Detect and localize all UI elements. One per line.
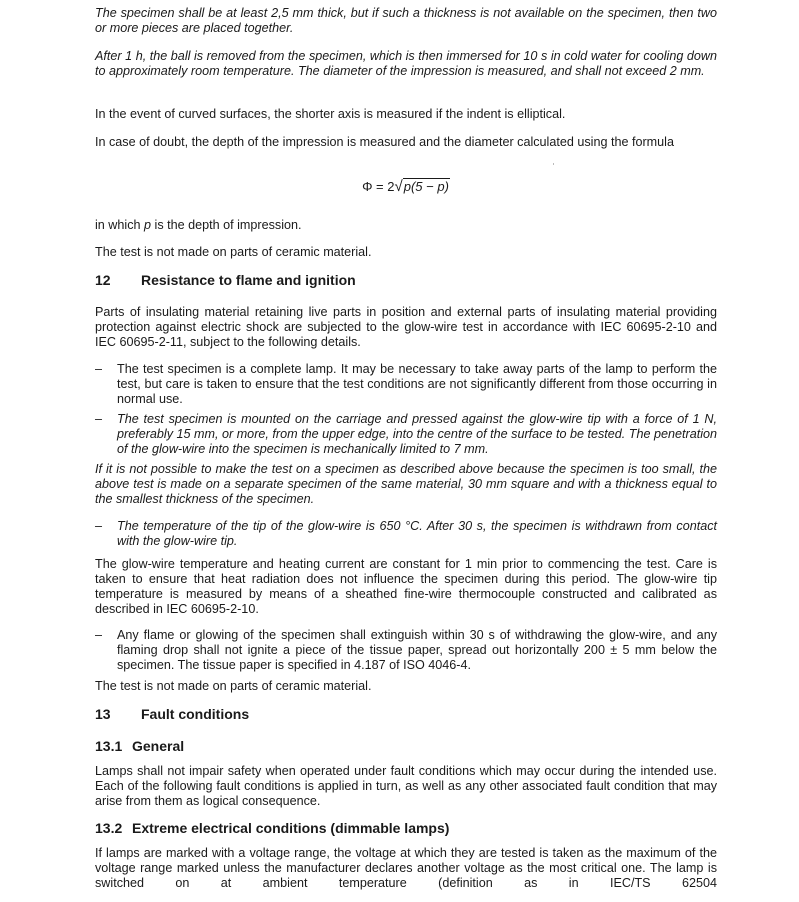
list-item-text: Any flame or glowing of the specimen shall extinguish within 30 s of withdrawing the glow-wire, and any flaming drop shall not ignite a piece of the tissue paper, spread out horizontally 200 ± 5 mm below the specimen. The tissue paper is specified in 4.187 of ISO 4046-4. [117,628,717,672]
section-13-1-heading [95,738,184,755]
subsection-title: General [132,738,185,754]
paragraph-ceramic-exclusion: The test is not made on parts of ceramic material. [95,245,372,259]
section-number: 13 [95,706,111,722]
list-item [95,628,717,673]
list-item [95,362,717,407]
section-12-note: If it is not possible to make the test on a specimen as described above because the specimen is too small, the above test is made on a separate specimen of the same material, 30 mm square and with a thickness equal to the smallest thickness of the specimen. [95,462,717,506]
section-12-intro: Parts of insulating material retaining live parts in position and external parts of insulating material providing protection against electric shock are subjected to the glow-wire test in accordance with IEC 60695-2-10 and IEC 60695-2-11, subject to the following details. [95,305,717,349]
text-suffix: is the depth of impression. [151,218,302,232]
paragraph-case-of-doubt: In case of doubt, the depth of the impression is measured and the diameter calculated using the formula [95,135,674,149]
paragraph-specimen-thickness: The specimen shall be at least 2,5 mm thick, but if such a thickness is not available on the specimen, then two or more pieces are placed together. [95,6,717,35]
section-12-heading [95,272,356,289]
section-13-heading [95,706,249,723]
list-item-text: The test specimen is a complete lamp. It may be necessary to take away parts of the lamp to perform the test, but care is taken to ensure that the test conditions are not significantly different from those occurring in normal use. [117,362,717,406]
section-13-2-text: If lamps are marked with a voltage range, the voltage at which they are tested is taken as the maximum of the voltage range marked unless the manufacturer declares another voltage as the most critical one. The lamp is switched on at ambient temperature (definition as in IEC/TS 62504 [95,846,717,890]
sqrt-icon: √ [394,178,403,195]
scan-speck [553,163,554,165]
list-item-text: The temperature of the tip of the glow-wire is 650 °C. After 30 s, the specimen is withdrawn from contact with the glow-wire tip. [117,519,717,548]
paragraph-ball-removal: After 1 h, the ball is removed from the specimen, which is then immersed for 10 s in cold water for cooling down to approximately room temperature. The diameter of the impression is measured, and shall not exceed 2 mm. [95,49,717,78]
list-item [95,412,717,457]
dash-bullet-icon: – [95,628,103,642]
section-number: 12 [95,272,111,288]
subsection-title: Extreme electrical conditions (dimmable lamps) [132,820,450,836]
paragraph-curved-surfaces: In the event of curved surfaces, the shorter axis is measured if the indent is elliptical. [95,107,566,121]
section-13-1-text: Lamps shall not impair safety when operated under fault conditions which may occur during the intended use. Each of the following fault conditions is applied in turn, as well as any other associated fault condition that may arise from them as logical consequence. [95,764,717,808]
variable-p: p [144,218,152,232]
subsection-number: 13.1 [95,738,123,754]
section-title: Resistance to flame and ignition [141,272,356,288]
formula-radicand: p(5 − p) [403,179,449,194]
subsection-number: 13.2 [95,820,123,836]
dash-bullet-icon: – [95,519,103,533]
paragraph-depth-definition [95,218,717,233]
dash-bullet-icon: – [95,412,103,426]
section-13-2-heading [95,820,449,837]
list-item [95,519,717,549]
section-title: Fault conditions [141,706,250,722]
list-item-text: The test specimen is mounted on the carriage and pressed against the glow-wire tip with a force of 1 N, preferably 15 mm, or more, from the upper edge, into the centre of the surface to be tested. The penetration of the glow-wire into the specimen is mechanically limited to 7 mm. [117,412,717,456]
formula-lhs: Φ = 2 [362,179,395,194]
section-12-closing: The test is not made on parts of ceramic material. [95,679,372,693]
text-prefix: in which [95,218,144,232]
dash-bullet-icon: – [95,362,103,376]
section-12-glow-wire-paragraph: The glow-wire temperature and heating current are constant for 1 min prior to commencing the test. Care is taken to ensure that heat radiation does not influence the specimen during this period. The glow-wire tip temperature is measured by means of a sheathed fine-wire thermocouple constructed and calibrated as described in IEC 60695-2-10. [95,557,717,616]
formula-diameter [95,178,717,196]
